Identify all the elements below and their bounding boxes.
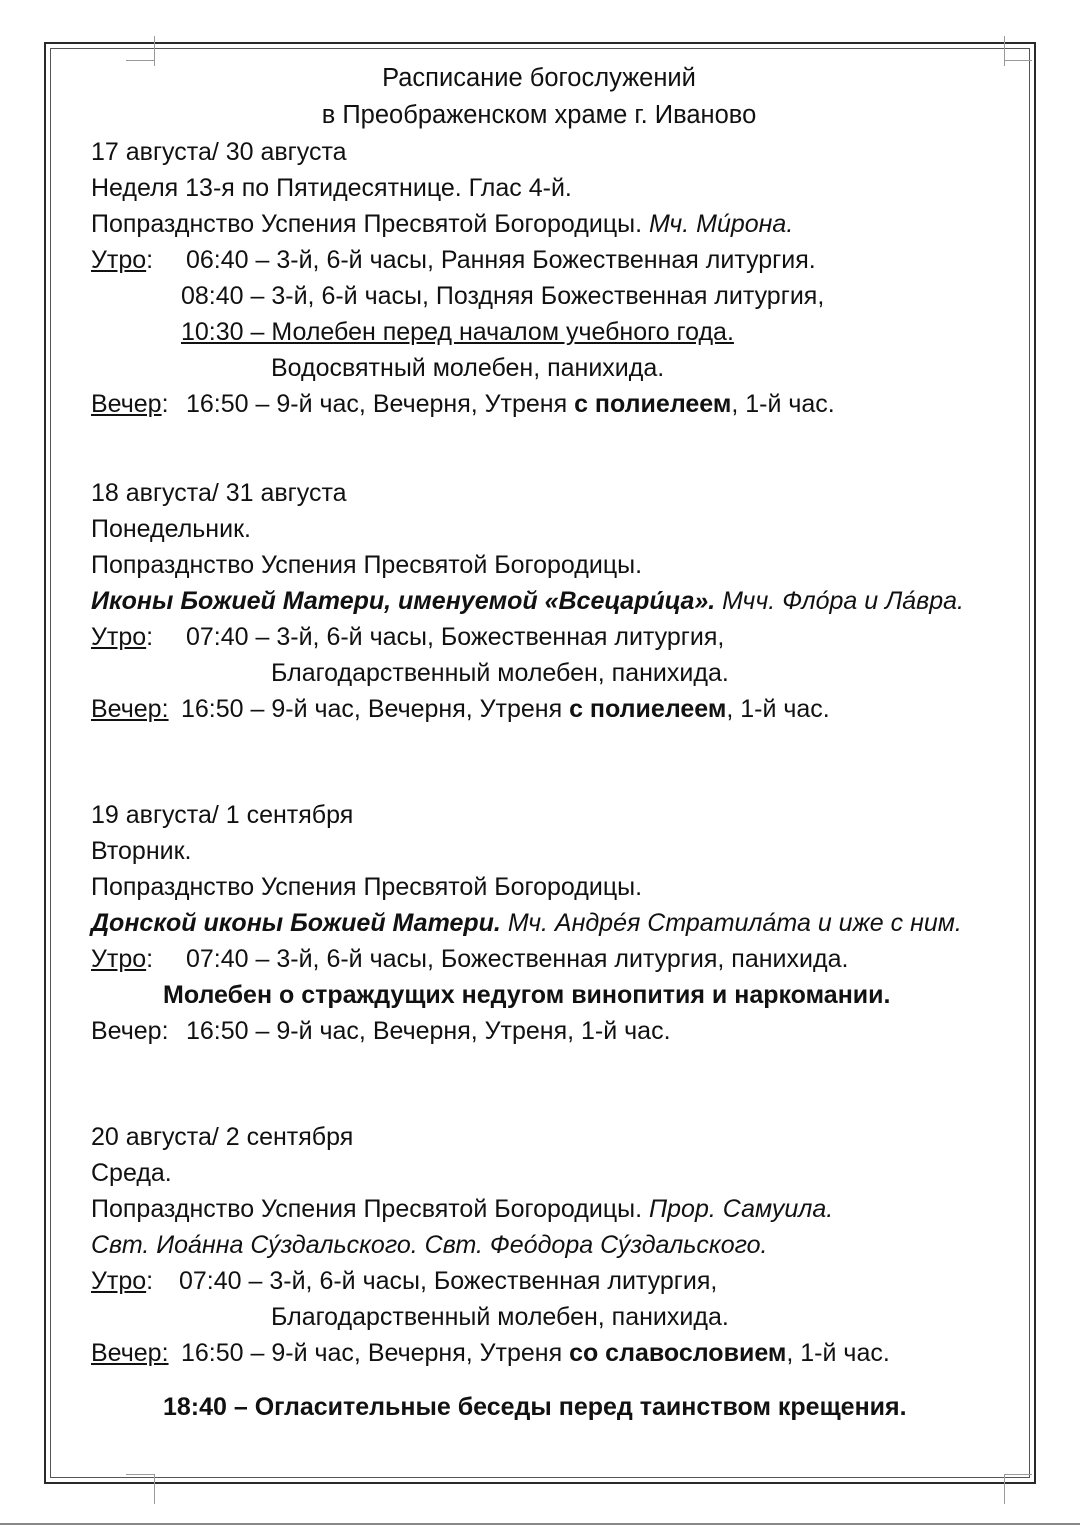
day-block-4 — [91, 1119, 991, 1425]
day-name: Понедельник. — [91, 515, 251, 543]
evening-label: Вечер — [91, 1017, 162, 1045]
morning-label: Утро — [91, 623, 147, 651]
day-icon-line — [91, 905, 991, 941]
morning-service-bold: Молебен о страждущих недугом винопития и наркомании. — [163, 981, 891, 1009]
crop-mark — [1004, 1474, 1032, 1475]
day-date: 17 августа/ 30 августа — [91, 138, 347, 166]
evening-line: Вечер: 16:50 – 9-й час, Вечерня, Утреня, 1-й час. — [91, 1017, 671, 1045]
evening-label: Вечер — [91, 390, 162, 418]
morning-service: Благодарственный молебен, панихида. — [271, 1303, 729, 1331]
morning-line: Утро: 07:40 – 3-й, 6-й часы, Божественная литургия, — [91, 1267, 718, 1295]
saint: Мч. Андре́я Стратила́та и иже с ним. — [507, 909, 962, 937]
day-date: 18 августа/ 31 августа — [91, 479, 347, 507]
catechism-talks: 18:40 – Огласительные беседы перед таинством крещения. — [163, 1393, 907, 1421]
icon-feast: Донской иконы Божией Матери. — [91, 909, 501, 937]
morning-service-highlight: 10:30 – Молебен перед началом учебного года. — [181, 318, 734, 346]
day-feast-line — [91, 1191, 991, 1227]
evening-line: Вечер: 16:50 – 9-й час, Вечерня, Утреня с полиелеем, 1-й час. — [91, 390, 835, 418]
morning-label: Утро — [91, 1267, 147, 1295]
crop-mark — [1004, 1474, 1005, 1504]
morning-line: Утро: 07:40 – 3-й, 6-й часы, Божественная литургия, — [91, 623, 725, 651]
day-block-2 — [91, 475, 991, 727]
evening-label: Вечер — [91, 1339, 162, 1367]
feast: Попразднство Успения Пресвятой Богородицы. — [91, 210, 643, 238]
day-name: Вторник. — [91, 837, 192, 865]
saints-line: Свт. Иоа́нна Су́здальского. Свт. Фео́дора Су́здальского. — [91, 1231, 768, 1259]
day-name: Среда. — [91, 1159, 172, 1187]
day-icon-line — [91, 583, 991, 619]
day-date: 20 августа/ 2 сентября — [91, 1123, 354, 1151]
saint: Прор. Самуила. — [649, 1195, 834, 1223]
crop-mark — [1004, 60, 1032, 61]
day-date: 19 августа/ 1 сентября — [91, 801, 354, 829]
icon-feast: Иконы Божией Матери, именуемой «Всецари́ца». — [91, 587, 716, 615]
morning-line: Утро: 07:40 – 3-й, 6-й часы, Божественная литургия, панихида. — [91, 945, 849, 973]
feast: Попразднство Успения Пресвятой Богородицы. — [91, 1195, 643, 1223]
title-line-2: в Преображенском храме г. Иваново — [321, 101, 757, 129]
saint: Мчч. Фло́ра и Ла́вра. — [722, 587, 964, 615]
morning-service: Благодарственный молебен, панихида. — [271, 659, 729, 687]
day-feast-line — [91, 206, 991, 242]
day-feast: Попразднство Успения Пресвятой Богородицы. — [91, 551, 643, 579]
morning-label: Утро — [91, 945, 147, 973]
morning-line: Утро: 06:40 – 3-й, 6-й часы, Ранняя Божественная литургия. — [91, 246, 816, 274]
bottom-rule — [0, 1523, 1080, 1525]
crop-mark — [126, 1474, 154, 1475]
title-line-1: Расписание богослужений — [382, 64, 696, 92]
morning-service: Водосвятный молебен, панихида. — [271, 354, 665, 382]
evening-line: Вечер: 16:50 – 9-й час, Вечерня, Утреня с полиелеем, 1-й час. — [91, 695, 830, 723]
saint: Мч. Ми́рона. — [649, 210, 794, 238]
evening-label: Вечер — [91, 695, 162, 723]
day-block-1 — [91, 134, 991, 422]
morning-service: 08:40 – 3-й, 6-й часы, Поздняя Божественная литургия, — [181, 282, 825, 310]
crop-mark — [154, 1474, 155, 1504]
day-name: Неделя 13-я по Пятидесятнице. Глас 4-й. — [91, 174, 572, 202]
schedule-content — [91, 60, 991, 1425]
day-feast: Попразднство Успения Пресвятой Богородицы. — [91, 873, 643, 901]
morning-service: 06:40 – 3-й, 6-й часы, Ранняя Божественная литургия. — [186, 246, 816, 274]
morning-label: Утро — [91, 246, 147, 274]
crop-mark — [1004, 36, 1005, 66]
day-block-3 — [91, 797, 991, 1049]
evening-line: Вечер: 16:50 – 9-й час, Вечерня, Утреня со славословием, 1-й час. — [91, 1339, 890, 1367]
